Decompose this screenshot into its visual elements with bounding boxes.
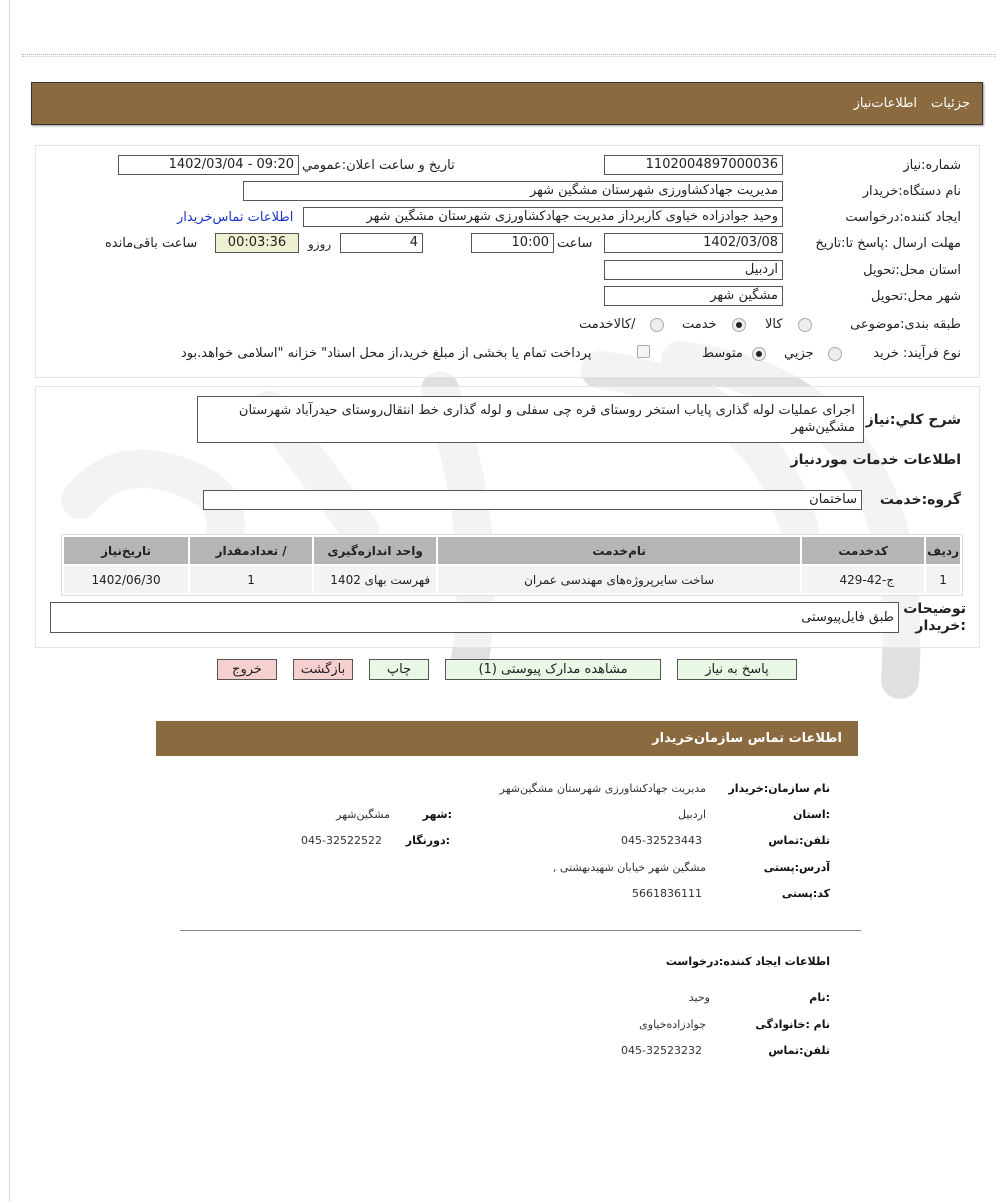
reply-button[interactable]: پاسخ به نیاز xyxy=(677,659,797,680)
phone-contact-label: تلفن:تماس xyxy=(768,834,830,847)
creator-phone-value: 045-32523232 xyxy=(621,1044,702,1057)
cell-need-date: 1402/06/30 xyxy=(64,566,188,593)
province-label: استان محل:تحویل xyxy=(863,263,961,278)
general-desc-label: شرح کلي:نیاز xyxy=(865,412,961,428)
services-title: اطلاعات خدمات موردنیاز xyxy=(790,452,961,468)
process-radio-minor[interactable] xyxy=(828,347,842,361)
back-button[interactable]: بازگشت xyxy=(293,659,353,680)
phone-contact-value: 045-32523443 xyxy=(621,834,702,847)
cell-service-code: ج-42-429 xyxy=(802,566,924,593)
buyer-org-label: نام دستگاه:خریدار xyxy=(862,184,961,199)
service-group-field: ساختمان xyxy=(203,490,862,510)
buyer-org-field: مدیریت جهادکشاورزی شهرستان مشگین شهر xyxy=(243,181,783,201)
page-header-bar xyxy=(31,82,983,125)
services-table xyxy=(61,534,963,596)
category-radio-goods[interactable] xyxy=(798,318,812,332)
category-goods-label: کالا xyxy=(765,317,783,332)
category-radio-goods-service[interactable] xyxy=(650,318,664,332)
general-desc-field: اجرای عملیات لوله گذاری پایاب استخر روستای قره چی سفلی و لوله گذاری خط انتقال‌روستای حیدرآباد شهرستان مشگین‌شهر xyxy=(197,396,864,443)
need-number-label: شماره:نیاز xyxy=(903,158,961,173)
table-row xyxy=(64,566,960,593)
buyer-contact-header: اطلاعات تماس سازمان‌خریدار xyxy=(156,721,858,756)
remaining-label: ساعت باقی‌مانده xyxy=(105,236,198,251)
city-label: شهر محل:تحویل xyxy=(871,289,961,304)
print-button[interactable]: چاپ xyxy=(369,659,429,680)
remaining-time-field: 00:03:36 xyxy=(215,233,299,253)
days-field: 4 xyxy=(340,233,423,253)
process-label: نوع فرآیند: خرید xyxy=(873,346,961,361)
category-label: طبقه بندی:موضوعی xyxy=(850,317,961,332)
col-quantity: / تعدادمقدار xyxy=(190,537,312,564)
col-row: ردیف xyxy=(926,537,960,564)
payment-checkbox[interactable] xyxy=(637,345,650,358)
postal-value: 5661836111 xyxy=(632,887,702,900)
cell-row: 1 xyxy=(926,566,960,593)
cell-service-name: ساخت سایرپروژه‌های مهندسی عمران xyxy=(438,566,800,593)
need-info-panel xyxy=(35,145,980,378)
deadline-time-label: ساعت xyxy=(557,236,593,251)
province-field: اردبیل xyxy=(604,260,783,280)
table-header-row xyxy=(64,537,960,564)
creator-name-label: :نام xyxy=(809,991,830,1004)
buyer-notes-field: طبق فایل‌پیوستی xyxy=(50,602,899,633)
col-service-code: کدخدمت xyxy=(802,537,924,564)
city-contact-label: :شهر xyxy=(422,808,452,821)
province-contact-value: اردبیل xyxy=(678,808,706,821)
cell-unit: فهرست بهای 1402 xyxy=(314,566,436,593)
tab-need-info[interactable]: اطلاعات‌نیاز xyxy=(853,96,918,111)
buyer-notes-label: توضیحات :خریدار xyxy=(903,601,966,634)
left-border xyxy=(9,0,10,1202)
deadline-time-field: 10:00 xyxy=(471,233,554,253)
city-field: مشگین شهر xyxy=(604,286,783,306)
category-service-label: خدمت xyxy=(682,317,717,332)
creator-family-value: جوادزاده‌خیاوی xyxy=(639,1018,706,1031)
process-radio-medium[interactable] xyxy=(752,347,766,361)
creator-field: وحید جوادزاده خیاوی کاربرداز مدیریت جهادکشاورزی شهرستان مشگین شهر xyxy=(303,207,783,227)
payment-checkbox-label: پرداخت تمام یا بخشی از مبلغ خرید،از محل اسناد" خزانه "اسلامی خواهد.بود xyxy=(181,346,592,361)
fax-value: 045-32522522 xyxy=(301,834,382,847)
category-goods-service-label: /کالاخدمت xyxy=(579,317,636,332)
days-label: روزو xyxy=(308,237,332,251)
creator-phone-label: تلفن:تماس xyxy=(768,1044,830,1057)
exit-button[interactable]: خروج xyxy=(217,659,277,680)
fax-label: :دورنگار xyxy=(405,834,450,847)
announce-label: تاریخ و ساعت اعلان:عمومي xyxy=(302,158,455,173)
org-label: نام سازمان:خریدار xyxy=(728,782,830,795)
service-group-label: گروه:خدمت xyxy=(879,492,961,508)
col-unit: واحد اندازه‌گیری xyxy=(314,537,436,564)
col-service-name: نام‌خدمت xyxy=(438,537,800,564)
deadline-label: مهلت ارسال :پاسخ تا:تاریخ xyxy=(815,236,961,251)
section-divider xyxy=(180,930,861,931)
announce-datetime-field: 1402/03/04 - 09:20 xyxy=(118,155,299,175)
col-need-date: تاریخ‌نیاز xyxy=(64,537,188,564)
address-label: آدرس:پستی xyxy=(763,861,830,874)
top-separator xyxy=(22,54,996,57)
creator-name-value: وحید xyxy=(688,991,710,1004)
deadline-date-field: 1402/03/08 xyxy=(604,233,783,253)
city-contact-value: مشگین‌شهر xyxy=(336,808,390,821)
org-value: مدیریت جهادکشاورزی شهرستان مشگین‌شهر xyxy=(499,782,706,795)
need-number-field: 1102004897000036 xyxy=(604,155,783,175)
buyer-contact-link[interactable]: اطلاعات تماس‌خریدار xyxy=(177,210,294,225)
creator-label: ایجاد کننده:درخواست xyxy=(845,210,961,225)
process-minor-label: جزیي xyxy=(784,346,814,361)
category-radio-service[interactable] xyxy=(732,318,746,332)
province-contact-label: :استان xyxy=(793,808,830,821)
creator-info-title: اطلاعات ایجاد کننده:درخواست xyxy=(665,955,830,968)
tab-details[interactable]: جزئیات xyxy=(931,96,970,111)
cell-quantity: 1 xyxy=(190,566,312,593)
creator-family-label: نام :خانوادگی xyxy=(755,1018,830,1031)
process-medium-label: متوسط xyxy=(702,346,743,361)
address-value: مشگین شهر خیابان شهیدبهشتی , xyxy=(552,861,706,874)
view-attachments-button[interactable]: مشاهده مدارک پیوستی (1) xyxy=(445,659,661,680)
postal-label: کد:پستی xyxy=(781,887,830,900)
